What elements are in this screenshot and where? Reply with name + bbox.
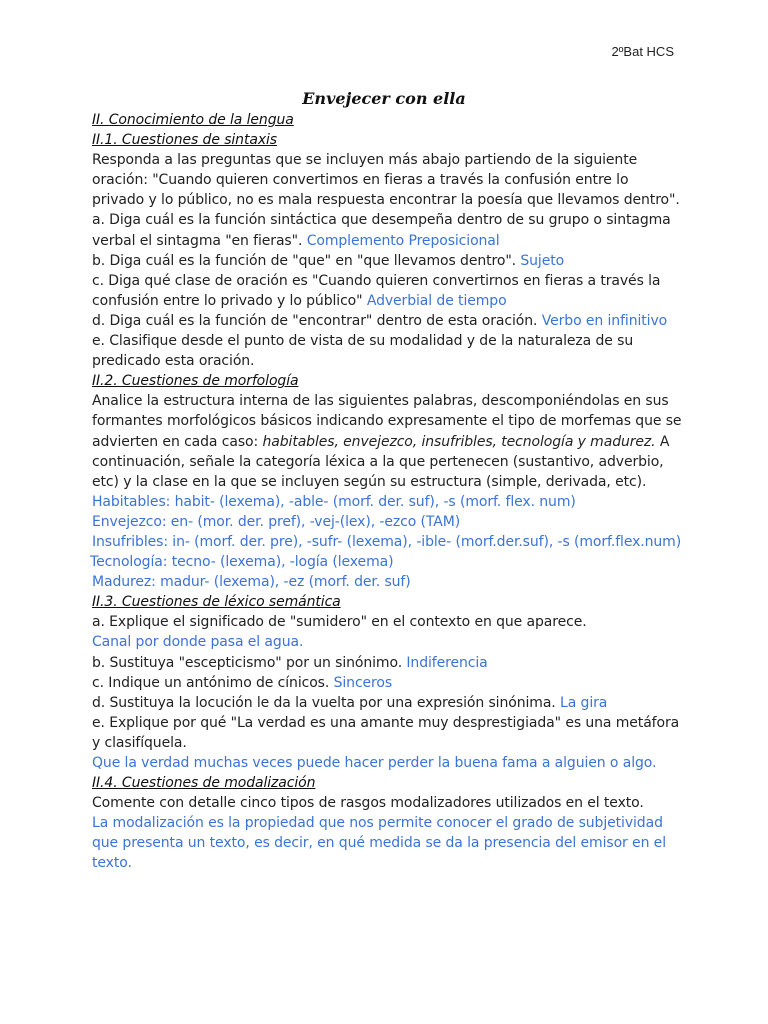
answer-text: Sinceros (333, 674, 393, 691)
morphology-answer: Envejezco: en- (mor. der. pref), -vej-(lex), -ezco (TAM) (92, 513, 461, 530)
lexicon-answer-a: Canal por donde pasa el agua. (92, 634, 304, 651)
lexicon-question-e: e. Explique por qué "La verdad es una amante muy desprestigiada" es una metáfora y clasifíquela. (92, 714, 680, 751)
question-text: c. Diga qué clase de oración es "Cuando quieren convertirnos en fieras a través la confusión entre lo privado y lo público" (92, 272, 661, 309)
document-body (92, 110, 682, 874)
intro-part: Analice la estructura interna de las siguientes palabras, descomponiéndolas en sus formantes morfológicos básicos indicando expresamente el tipo de morfemas que se advierten en cada caso: (92, 393, 682, 450)
question-text: d. Sustituya la locución le da la vuelta por una expresión sinónima. (92, 694, 556, 711)
syntax-question-b (92, 251, 682, 271)
lexicon-question-d (92, 693, 682, 713)
syntax-intro: Responda a las preguntas que se incluyen más abajo partiendo de la siguiente oración: "Cuando quieren convertimos en fieras a través la confusión entre lo privado y lo público, no es mala respuesta encontrar la poesía que llevamos dentro". (92, 152, 680, 209)
morphology-answer: Insufribles: in- (morf. der. pre), -sufr- (lexema), -ible- (morf.der.suf), -s (morf.flex.num) (92, 533, 682, 550)
lexicon-question-a: a. Explique el significado de "sumidero" en el contexto en que aparece. (92, 614, 587, 631)
lexicon-answer-e: Que la verdad muchas veces puede hacer perder la buena fama a alguien o algo. (92, 755, 657, 771)
answer-text: Verbo en infinitivo (541, 312, 668, 329)
answer-text: Complemento Preposicional (306, 232, 500, 249)
syntax-question-c (92, 271, 682, 311)
section-heading-syntax: II.1. Cuestiones de sintaxis (92, 132, 277, 149)
answer-text: Adverbial de tiempo (366, 292, 507, 309)
morphology-answer: Habitables: habit- (lexema), -able- (morf. der. suf), -s (morf. flex. num) (92, 493, 576, 510)
morphology-answer: Madurez: madur- (lexema), -ez (morf. der. suf) (92, 574, 411, 591)
modalization-answer: La modalización es la propiedad que nos permite conocer el grado de subjetividad que presenta un texto, es decir, en qué medida se da la presencia del emisor en el texto. (92, 815, 666, 872)
section-heading-main: II. Conocimiento de la lengua (92, 112, 294, 128)
syntax-question-d (92, 311, 682, 331)
morphology-intro (92, 391, 682, 491)
page-title: Envejecer con ella (302, 89, 466, 108)
question-text: b. Diga cuál es la función de "que" en "que llevamos dentro". (92, 252, 517, 269)
answer-text: Sujeto (520, 252, 565, 269)
section-heading-modalization: II.4. Cuestiones de modalización (92, 775, 316, 792)
lexicon-question-c (92, 673, 682, 693)
question-text: b. Sustituya "escepticismo" por un sinónimo. (92, 654, 403, 671)
intro-part: A continuación, señale la categoría léxica a la que pertenecen (sustantivo, adverbio, etc) y la clase en la que se incluyen según su estructura (simple, derivada, etc). (92, 433, 670, 490)
modalization-question: Comente con detalle cinco tipos de rasgos modalizadores utilizados en el texto. (92, 795, 644, 812)
course-label: 2ºBat HCS (611, 44, 674, 59)
syntax-question-a (92, 210, 682, 250)
lexicon-question-b (92, 653, 682, 673)
section-heading-lexicon: II.3. Cuestiones de léxico semántica (92, 594, 341, 611)
section-heading-morphology: II.2. Cuestiones de morfología (92, 373, 299, 390)
question-text: d. Diga cuál es la función de "encontrar" dentro de esta oración. (92, 312, 538, 329)
syntax-question-e: e. Clasifique desde el punto de vista de su modalidad y de la naturaleza de su predicado esta oración. (92, 333, 634, 370)
morphology-answer: Tecnología: tecno- (lexema), -logía (lexema) (90, 554, 394, 571)
answer-text: Indiferencia (406, 654, 488, 671)
answer-text: La gira (560, 694, 608, 711)
intro-words: habitables, envejezco, insufribles, tecnología y madurez. (262, 433, 656, 450)
question-text: a. Diga cuál es la función sintáctica que desempeña dentro de su grupo o sintagma verbal el sintagma "en fieras". (92, 212, 671, 249)
question-text: c. Indique un antónimo de cínicos. (92, 674, 330, 691)
